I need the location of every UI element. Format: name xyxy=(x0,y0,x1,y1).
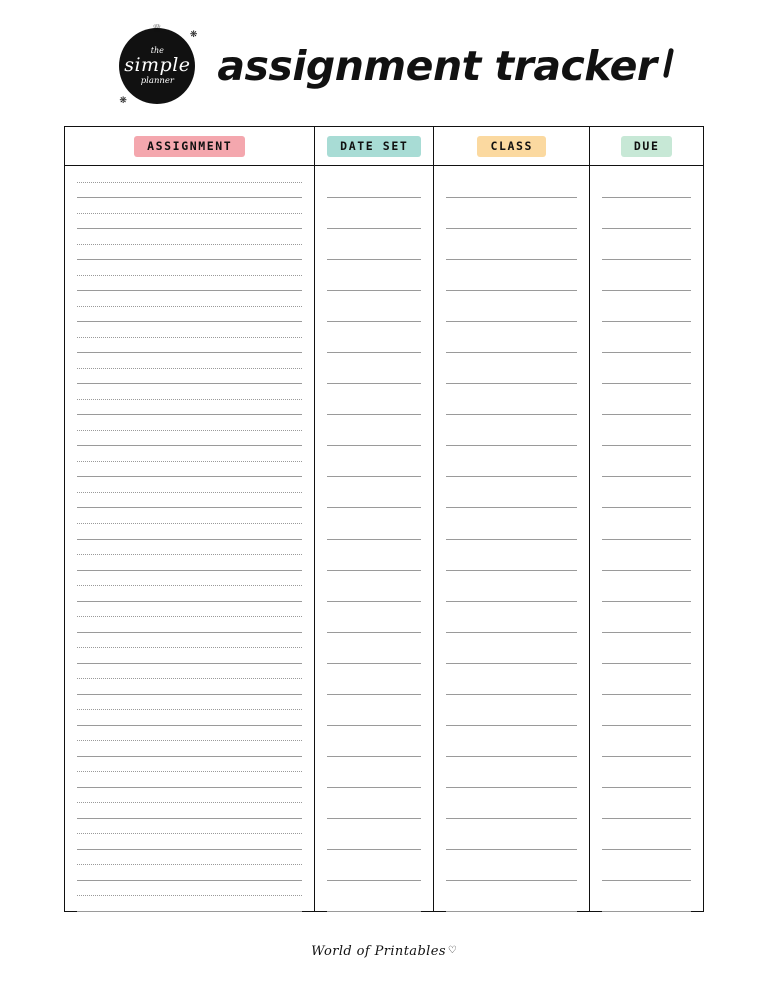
table-columns xyxy=(65,166,703,911)
write-line[interactable] xyxy=(77,911,302,912)
write-line[interactable] xyxy=(602,601,691,602)
write-line[interactable] xyxy=(446,911,577,912)
table-header-cell-due xyxy=(589,127,703,165)
table-column-due xyxy=(589,166,703,911)
write-line[interactable] xyxy=(602,445,691,446)
write-line[interactable] xyxy=(77,213,302,214)
logo-planner: planner xyxy=(140,75,174,86)
write-line[interactable] xyxy=(446,539,577,540)
write-line[interactable] xyxy=(327,414,421,415)
write-line[interactable] xyxy=(446,601,577,602)
write-line[interactable] xyxy=(77,647,302,648)
write-line[interactable] xyxy=(602,414,691,415)
write-line[interactable] xyxy=(77,601,302,602)
write-line[interactable] xyxy=(446,290,577,291)
write-line[interactable] xyxy=(327,663,421,664)
write-line[interactable] xyxy=(327,694,421,695)
logo-simple: simple xyxy=(124,53,191,76)
write-line[interactable] xyxy=(602,570,691,571)
column-label-due: DUE xyxy=(621,136,673,157)
write-line[interactable] xyxy=(77,383,302,384)
write-line[interactable] xyxy=(77,306,302,307)
write-line[interactable] xyxy=(602,787,691,788)
write-line[interactable] xyxy=(327,228,421,229)
write-line[interactable] xyxy=(602,383,691,384)
write-line[interactable] xyxy=(77,570,302,571)
write-line[interactable] xyxy=(77,228,302,229)
write-line[interactable] xyxy=(446,352,577,353)
write-line[interactable] xyxy=(602,507,691,508)
write-line[interactable] xyxy=(77,802,302,803)
write-line[interactable] xyxy=(327,539,421,540)
write-line[interactable] xyxy=(602,849,691,850)
write-line[interactable] xyxy=(77,476,302,477)
write-line[interactable] xyxy=(77,895,302,896)
write-line[interactable] xyxy=(602,321,691,322)
write-line[interactable] xyxy=(327,787,421,788)
write-line[interactable] xyxy=(446,570,577,571)
write-line[interactable] xyxy=(327,570,421,571)
assignment-tracker-table xyxy=(64,126,704,912)
write-line[interactable] xyxy=(602,725,691,726)
write-line[interactable] xyxy=(446,694,577,695)
write-line[interactable] xyxy=(77,182,302,183)
write-line[interactable] xyxy=(77,197,302,198)
write-line[interactable] xyxy=(602,228,691,229)
write-line[interactable] xyxy=(77,275,302,276)
write-line[interactable] xyxy=(77,492,302,493)
write-line[interactable] xyxy=(602,911,691,912)
write-line[interactable] xyxy=(77,461,302,462)
write-line[interactable] xyxy=(446,787,577,788)
write-line[interactable] xyxy=(327,445,421,446)
write-line[interactable] xyxy=(77,678,302,679)
write-line[interactable] xyxy=(446,228,577,229)
write-line[interactable] xyxy=(446,414,577,415)
write-line[interactable] xyxy=(77,771,302,772)
brand-logo xyxy=(111,20,203,112)
write-line[interactable] xyxy=(77,523,302,524)
table-column-assignment xyxy=(65,166,314,911)
write-line[interactable] xyxy=(446,756,577,757)
write-line[interactable] xyxy=(327,259,421,260)
write-line[interactable] xyxy=(327,290,421,291)
write-line[interactable] xyxy=(602,259,691,260)
column-label-date-set: DATE SET xyxy=(327,136,421,157)
write-line[interactable] xyxy=(77,740,302,741)
table-column-date-set xyxy=(314,166,433,911)
write-line[interactable] xyxy=(446,476,577,477)
write-line[interactable] xyxy=(327,197,421,198)
write-line[interactable] xyxy=(77,368,302,369)
write-line[interactable] xyxy=(77,290,302,291)
table-header-cell-assignment xyxy=(65,127,314,165)
write-line[interactable] xyxy=(77,787,302,788)
write-line[interactable] xyxy=(446,445,577,446)
write-line[interactable] xyxy=(602,818,691,819)
write-line[interactable] xyxy=(77,259,302,260)
write-line[interactable] xyxy=(77,445,302,446)
write-line[interactable] xyxy=(77,414,302,415)
logo-the: the xyxy=(150,45,164,55)
table-header-cell-class xyxy=(433,127,589,165)
write-line[interactable] xyxy=(77,352,302,353)
column-label-assignment: ASSIGNMENT xyxy=(134,136,245,157)
write-line[interactable] xyxy=(327,818,421,819)
write-line[interactable] xyxy=(446,507,577,508)
write-line[interactable] xyxy=(602,663,691,664)
write-line[interactable] xyxy=(77,507,302,508)
write-line[interactable] xyxy=(77,663,302,664)
ruled-lines xyxy=(327,166,421,911)
write-line[interactable] xyxy=(77,725,302,726)
page-footer xyxy=(0,942,768,960)
write-line[interactable] xyxy=(446,849,577,850)
write-line[interactable] xyxy=(77,430,302,431)
write-line[interactable] xyxy=(77,539,302,540)
write-line[interactable] xyxy=(446,725,577,726)
write-line[interactable] xyxy=(327,725,421,726)
write-line[interactable] xyxy=(446,259,577,260)
write-line[interactable] xyxy=(77,321,302,322)
write-line[interactable] xyxy=(77,694,302,695)
write-line[interactable] xyxy=(602,476,691,477)
footer-brand-text: World of Printables xyxy=(311,944,446,959)
write-line[interactable] xyxy=(446,321,577,322)
write-line[interactable] xyxy=(602,290,691,291)
write-line[interactable] xyxy=(327,601,421,602)
write-line[interactable] xyxy=(446,818,577,819)
write-line[interactable] xyxy=(77,880,302,881)
write-line[interactable] xyxy=(327,476,421,477)
write-line[interactable] xyxy=(602,880,691,881)
ruled-lines xyxy=(446,166,577,911)
heart-icon: ♡ xyxy=(447,945,457,956)
write-line[interactable] xyxy=(77,337,302,338)
write-line[interactable] xyxy=(327,352,421,353)
page-title: assignment tracker xyxy=(217,42,657,90)
write-line[interactable] xyxy=(77,833,302,834)
write-line[interactable] xyxy=(327,849,421,850)
write-line[interactable] xyxy=(602,694,691,695)
write-line[interactable] xyxy=(77,756,302,757)
write-line[interactable] xyxy=(327,321,421,322)
write-line[interactable] xyxy=(77,632,302,633)
write-line[interactable] xyxy=(327,911,421,912)
write-line[interactable] xyxy=(77,864,302,865)
write-line[interactable] xyxy=(446,880,577,881)
write-line[interactable] xyxy=(446,632,577,633)
write-line[interactable] xyxy=(77,709,302,710)
logo-text xyxy=(119,28,195,104)
write-line[interactable] xyxy=(77,585,302,586)
ruled-lines xyxy=(77,166,302,911)
crown-icon: ♕ xyxy=(151,23,163,35)
write-line[interactable] xyxy=(446,197,577,198)
write-line[interactable] xyxy=(77,399,302,400)
column-label-class: CLASS xyxy=(477,136,546,157)
write-line[interactable] xyxy=(327,383,421,384)
write-line[interactable] xyxy=(77,554,302,555)
write-line[interactable] xyxy=(77,849,302,850)
write-line[interactable] xyxy=(327,756,421,757)
ruled-lines xyxy=(602,166,691,911)
page-header xyxy=(0,23,768,106)
write-line[interactable] xyxy=(602,352,691,353)
write-line[interactable] xyxy=(602,197,691,198)
write-line[interactable] xyxy=(602,632,691,633)
write-line[interactable] xyxy=(327,507,421,508)
table-column-class xyxy=(433,166,589,911)
write-line[interactable] xyxy=(602,756,691,757)
write-line[interactable] xyxy=(327,880,421,881)
write-line[interactable] xyxy=(77,818,302,819)
write-line[interactable] xyxy=(602,539,691,540)
write-line[interactable] xyxy=(77,616,302,617)
write-line[interactable] xyxy=(446,383,577,384)
sparkle-icon: ❋ xyxy=(119,95,127,105)
write-line[interactable] xyxy=(327,632,421,633)
table-header-cell-date-set xyxy=(314,127,433,165)
write-line[interactable] xyxy=(446,663,577,664)
write-line[interactable] xyxy=(77,244,302,245)
sparkle-icon: ❋ xyxy=(189,29,198,39)
table-header-row xyxy=(65,127,703,166)
